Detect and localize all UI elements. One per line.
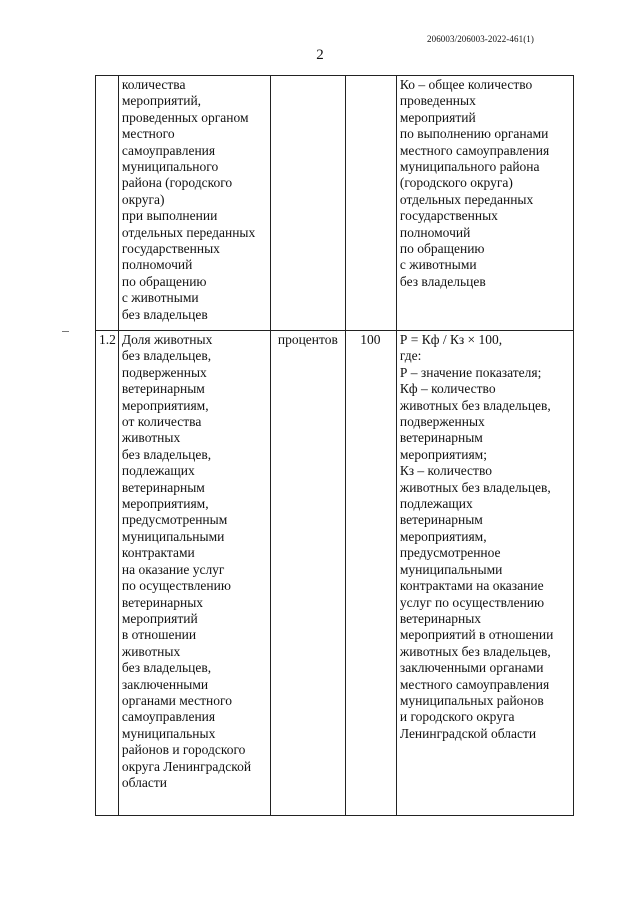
- formula-cell: Р = Кф / Кз × 100, где: Р – значение показателя; Кф – количество животных без владельцев, подверженных ветеринарным мероприятиям; Кз – количество животных без владельцев, подлежащих ветеринарным мероприятиям, предусмотренное муниципальными контрактами на оказание услуг по осуществлению ветеринарных мероприятий в отношении животных без владельцев, заключенными органами местного самоуправления муниципальных районов и городского округа Ленинградской области: [396, 331, 573, 816]
- margin-mark: [62, 331, 69, 332]
- row-number-cell: [96, 76, 119, 331]
- formula-cell: Ко – общее количество проведенных мероприятий по выполнению органами местного самоуправления муниципального района (городского округа) отдельных переданных государственных полномочий по обращению с животными без владельцев: [396, 76, 573, 331]
- unit-cell: [270, 76, 345, 331]
- indicator-name-cell: количества мероприятий, проведенных органом местного самоуправления муниципального района (городского округа) при выполнении отдельных переданных государственных полномочий по обращению с животными без владельцев: [118, 76, 270, 331]
- table-row: [96, 76, 574, 331]
- page-number: 2: [316, 47, 324, 63]
- row-number-cell: 1.2: [96, 331, 119, 816]
- value-cell: [345, 76, 396, 331]
- document-id: 206003/206003-2022-461(1): [427, 34, 534, 44]
- value-cell: 100: [345, 331, 396, 816]
- indicator-name-cell: Доля животных без владельцев, подверженных ветеринарным мероприятиям, от количества животных без владельцев, подлежащих ветеринарным мероприятиям, предусмотренным муниципальными контрактами на оказание услуг по осуществлению ветеринарных мероприятий в отношении животных без владельцев, заключенными органами местного самоуправления муниципальных районов и городского округа Ленинградской области: [118, 331, 270, 816]
- unit-cell: процентов: [270, 331, 345, 816]
- table-row: [96, 331, 574, 816]
- indicator-table: [95, 75, 574, 816]
